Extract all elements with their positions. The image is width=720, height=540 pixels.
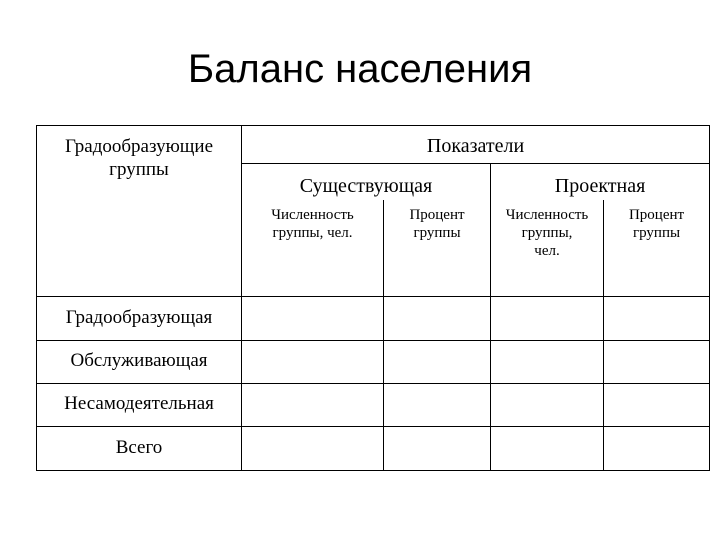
row-label: Несамодеятельная [37,383,242,426]
existing-percent-header [384,200,491,297]
table-cell [491,426,604,470]
table-cell [604,340,710,383]
table-cell [384,383,491,426]
existing-count-header [242,200,384,297]
group-header-line-2: группы [109,158,169,180]
group-column-header [37,126,242,297]
table-cell [604,383,710,426]
table-row [37,383,710,426]
table-cell [604,297,710,340]
subheader-text: группы [413,224,461,241]
row-label: Обслуживающая [37,340,242,383]
table-cell [491,340,604,383]
table-cell [491,297,604,340]
project-header: Проектная [491,164,710,200]
table-cell [242,340,384,383]
table-cell [384,426,491,470]
subheader-text: Численность [271,206,354,223]
project-count-header [491,200,604,297]
table-row [37,340,710,383]
table-cell [604,426,710,470]
population-balance-table [36,125,710,471]
table-cell [384,340,491,383]
subheader-text: группы [632,224,681,241]
row-label: Градообразующая [37,297,242,340]
subheader-text: группы, чел. [272,224,353,241]
subheader-text: Численность [505,206,589,223]
table-row [37,297,710,340]
table-cell [242,297,384,340]
row-label: Всего [37,426,242,470]
subheader-text: чел. [534,242,560,259]
subheader-text: Процент [628,206,685,223]
indicators-header: Показатели [242,126,710,164]
page-title: Баланс населения [187,47,533,91]
table-row [37,426,710,470]
table-cell [242,383,384,426]
table-cell [242,426,384,470]
existing-header: Существующая [242,164,491,200]
subheader-text: группы, [521,224,573,241]
subheader-text: Процент [409,206,465,223]
table-cell [384,297,491,340]
project-percent-header [604,200,710,297]
table-cell [491,383,604,426]
group-header-line-1: Градообразующие [64,136,214,157]
